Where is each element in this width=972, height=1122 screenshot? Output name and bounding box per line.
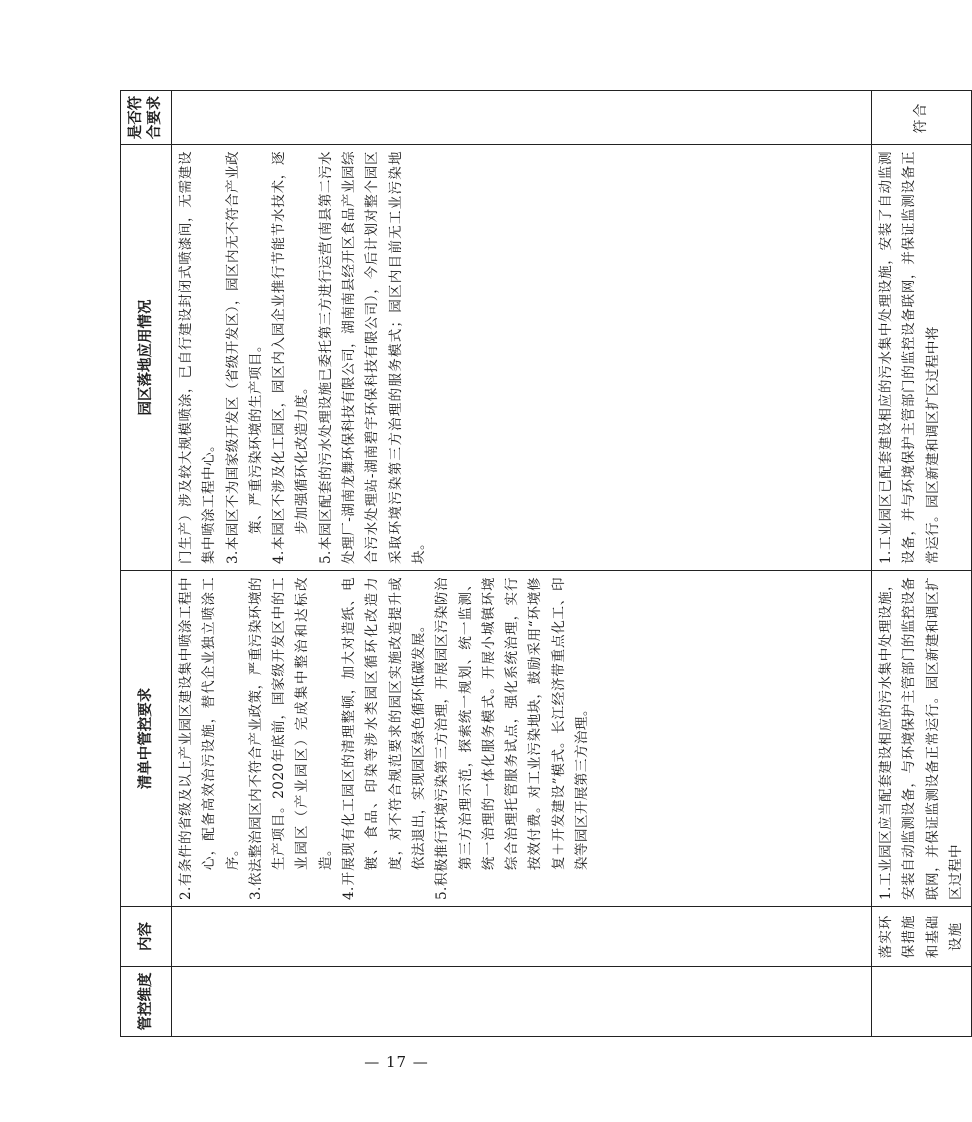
implementation-item: 3.本园区不为国家级开发区（省级开发区），园区内无不符合产业政策、严重污染环境的生产项目。 xyxy=(224,151,264,564)
requirement-item: 2.有条件的省级及以上产业园区建设集中喷涂工程中心，配备高效治污设施，替代企业独立喷涂工序。 xyxy=(178,577,241,900)
requirement-item: 4.开展现有化工园区的清理整顿，加大对造纸、电镀、食品、印染等涉水类园区循环化改造力度，对不符合规范要求的园区实施改造提升或依法退出，实现园区绿色循环低碳发展。 xyxy=(341,577,427,900)
table-row xyxy=(872,91,972,1037)
implementation-item: 5.本园区配套的污水处理设施已委托第三方进行运营(南县第二污水处理厂-湖南龙舞环保科技有限公司，湖南南县经开区食品产业园综合污水处理站-湖南碧宇环保科技有限公司），今后计划对整个园区采取环境污染第三方治理的服务模式；园区内目前无工业污染地块。 xyxy=(317,151,427,564)
implementation-item: 门生产）涉及较大规模喷涂，已自行建设封闭式喷漆间，无需建设集中喷涂工程中心。 xyxy=(178,151,218,564)
implementation-item: 4.本园区不涉及化工园区，园区内入园企业推行节能节水技术，逐步加强循环化改造力度。 xyxy=(271,151,311,564)
header-compliance: 是否符合要求 xyxy=(121,91,172,145)
requirement-item: 1.工业园区应当配套建设相应的污水集中处理设施，安装自动监测设备，与环境保护主管部门的监控设备联网，并保证监测设备正常运行。园区新建和调区扩区过程中 xyxy=(878,577,964,900)
requirement-item: 3.依法整治园区内不符合产业政策，严重污染环境的生产项目。2020年底前，国家级开发区中的工业园区（产业园区）完成集中整治和达标改造。 xyxy=(247,577,334,900)
compliance-cell xyxy=(172,91,872,145)
table-row xyxy=(172,91,872,1037)
implementation-cell xyxy=(872,145,972,571)
implementation-item: 1.工业园区已配套建设相应的污水集中处理设施，安装了自动监测设备，并与环境保护主管部门的监控设备联网，并保证监测设备正常运行。园区新建和调区扩区过程中将 xyxy=(878,151,941,564)
page-number: — 17 — xyxy=(364,1053,429,1071)
content-cell: 落实环保措施和基础设施 xyxy=(872,907,972,967)
table-header-row xyxy=(121,91,172,1037)
dimension-cell xyxy=(172,967,872,1037)
header-implementation: 园区落地应用情况 xyxy=(121,145,172,571)
content-cell xyxy=(172,907,872,967)
compliance-cell: 符合 xyxy=(872,91,972,145)
implementation-cell xyxy=(172,145,872,571)
header-dimension: 管控维度 xyxy=(121,967,172,1037)
requirement-cell xyxy=(872,571,972,907)
regulation-table xyxy=(120,90,972,1037)
requirement-item: 5.积极推行环境污染第三方治理，开展园区污染防治第三方治理示范，探索统一规划、统一监测、统一治理的一体化服务模式。开展小城镇环境综合治理托管服务试点，强化系统治理，实行按效付费。对工业污染地块，鼓励采用“环境修复＋开发建设”模式。长江经济带重点化工、印染等园区开展第三方治理。 xyxy=(434,577,591,900)
dimension-cell xyxy=(872,967,972,1037)
header-requirement: 清单中管控要求 xyxy=(121,571,172,907)
requirement-cell xyxy=(172,571,872,907)
header-content: 内容 xyxy=(121,907,172,967)
rotated-table-wrapper xyxy=(120,91,964,1037)
